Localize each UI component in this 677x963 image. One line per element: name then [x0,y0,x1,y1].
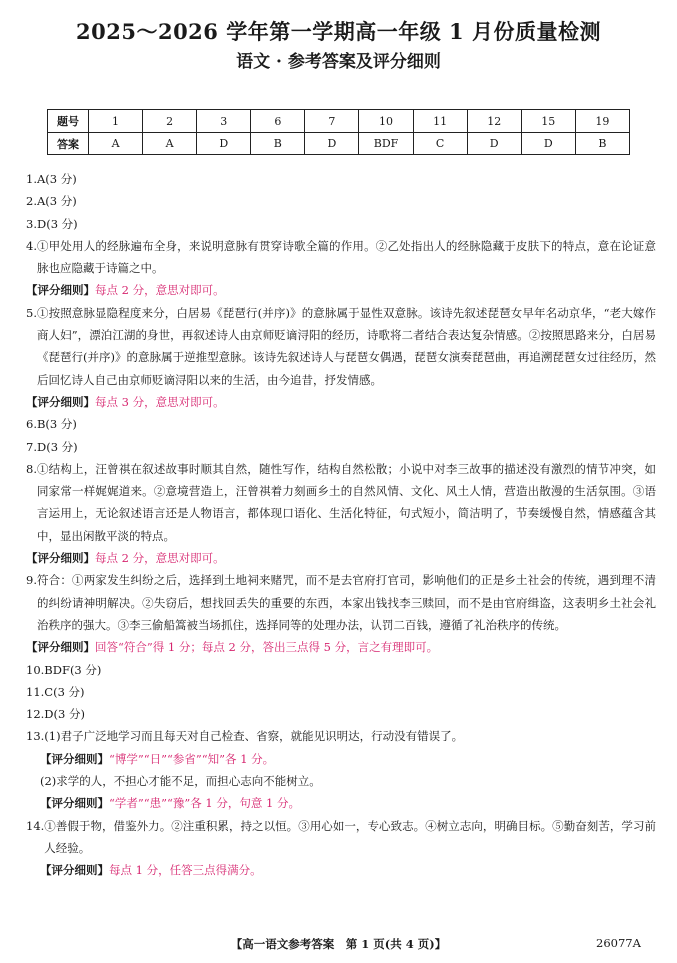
answer-cell: BDF [359,133,413,155]
item-answer: BDF(3 分) [44,662,102,677]
answer-item-9 [26,569,656,636]
item-answer: ①甲处用人的经脉遍布全身，来说明意脉有贯穿诗歌全篇的作用。②乙处指出人的经脉隐藏于皮肤下的特点，意在论证意脉也应隐藏于诗篇之中。 [36,238,656,276]
item-answer: C(3 分) [44,684,85,699]
answer-header: 答案 [48,133,89,155]
scoring-rule-label: 【评分细则】 [26,640,95,655]
scoring-rule-text: “博学”“日”“参省”“知”各 1 分。 [109,751,275,766]
item-answer: (1)君子广泛地学习而且每天对自己检查、省察，就能见识明达，行动没有错误了。 [44,729,464,744]
question-number-cell: 12 [467,110,521,133]
item-number: 8. [26,461,37,476]
answer-item-2 [26,190,656,212]
scoring-rule [26,748,656,770]
question-number-cell: 2 [143,110,197,133]
scoring-rule-text: 每点 3 分，意思对即可。 [95,394,225,409]
scoring-rule-label: 【评分细则】 [40,863,109,878]
answer-cell: A [89,133,143,155]
item-number: 3. [26,216,37,231]
answer-item-7 [26,436,656,458]
scoring-rule [26,636,656,658]
scoring-rule-label: 【评分细则】 [26,283,95,298]
answer-item-1 [26,168,656,190]
scoring-rule [26,391,656,413]
question-number-row [48,110,630,133]
item-number: 13. [26,729,45,744]
answer-item-5 [26,302,656,391]
item-answer: 符合：①两家发生纠纷之后，选择到土地祠来赌咒，而不是去官府打官司，影响他们的正是乡土社会的传统，遇到理不清的纠纷请神明解决。②失窃后，想找回丢失的重要的东西，本家出钱找李三赎回，而不是由官府缉盗，这表明乡土社会礼治秩序的强大。③李三偷船篙被当场抓住，选择同等的处理办法，认罚二百钱，遵循了礼治秩序的传统。 [36,573,656,632]
page-subtitle: 语文 · 参考答案及评分细则 [236,52,441,72]
question-number-cell: 10 [359,110,413,133]
item-number: 4. [26,238,37,253]
item-answer: ①按照意脉显隐程度来分，白居易《琵琶行(并序)》的意脉属于显性双意脉。该诗先叙述琵琶女早年名动京华，“老大嫁作商人妇”，漂泊江湖的身世，再叙述诗人由京师贬谪浔阳的经历，诗歌将二者结合表达复杂情感。②按照思路来分，白居易《琵琶行(并序)》的意脉属于逆推型意脉。该诗先叙述诗人与琵琶女偶遇，琵琶女演奏琵琶曲，再追溯琵琶女过往经历，然后回忆诗人自己由京师贬谪浔阳以来的生活，由今追昔，抒发情感。 [36,305,656,387]
scoring-rule-text: 回答“符合”得 1 分；每点 2 分，答出三点得 5 分，言之有理即可。 [95,640,439,655]
question-number-cell: 15 [521,110,575,133]
item-number: 14. [26,818,45,833]
item-number: 10. [26,662,45,677]
scoring-rule-label: 【评分细则】 [26,394,95,409]
question-number-cell: 1 [89,110,143,133]
page-number: 【高一语文参考答案 第 1 页(共 4 页)】 [230,937,447,951]
answer-cell: D [521,133,575,155]
page-title: 2025～2026 学年第一学期高一年级 1 月份质量检测 [76,19,601,44]
item-answer: D(3 分) [44,707,85,722]
scoring-rule [26,279,656,301]
question-number-cell: 7 [305,110,359,133]
answer-item-3 [26,213,656,235]
answer-table [47,109,630,155]
item-number: 11. [26,684,45,699]
document-code: 26077A [596,936,641,950]
question-number-header: 题号 [48,110,89,133]
answer-item-13 [26,725,656,747]
answer-cell: D [305,133,359,155]
answer-content [26,168,656,882]
scoring-rule [26,547,656,569]
item-number: 5. [26,305,37,320]
scoring-rule-label: 【评分细则】 [40,751,109,766]
item-answer: D(3 分) [36,439,78,454]
answer-cell: D [197,133,251,155]
scoring-rule [26,859,656,881]
question-number-cell: 3 [197,110,251,133]
scoring-rule-text: “学者”“患”“豫”各 1 分，句意 1 分。 [109,796,301,811]
answer-item-6 [26,413,656,435]
answer-item-12 [26,703,656,725]
answer-cell: A [143,133,197,155]
item-answer: B(3 分) [36,417,77,432]
answer-item-11 [26,681,656,703]
answer-subitem: (2)求学的人，不担心才能不足，而担心志向不能树立。 [40,774,321,789]
item-answer: D(3 分) [36,216,78,231]
item-answer: ①善假于物，借鉴外力。②注重积累，持之以恒。③用心如一，专心致志。④树立志向，明确目标。⑤勤奋刻苦，学习前人经验。 [44,818,656,855]
answer-row [48,133,630,155]
answer-item-10 [26,659,656,681]
question-number-cell: 11 [413,110,467,133]
answer-cell: B [251,133,305,155]
scoring-rule-label: 【评分细则】 [26,551,95,566]
item-answer: A(3 分) [36,172,77,186]
scoring-rule-text: 每点 1 分，任答三点得满分。 [109,863,262,878]
item-number: 12. [26,707,45,722]
answer-item-14 [26,815,656,860]
question-number-cell: 19 [575,110,629,133]
item-answer: A(3 分) [36,194,77,209]
item-number: 6. [26,417,37,432]
answer-item-4 [26,235,656,280]
item-number: 2. [26,194,37,209]
scoring-rule-label: 【评分细则】 [40,796,109,811]
scoring-rule [26,792,656,814]
item-number: 1. [26,172,37,186]
question-number-cell: 6 [251,110,305,133]
scoring-rule-text: 每点 2 分，意思对即可。 [95,283,225,298]
item-answer: ①结构上，汪曾祺在叙述故事时顺其自然，随性写作，结构自然松散；小说中对李三故事的描述没有激烈的情节冲突，如同家常一样娓娓道来。②意境营造上，汪曾祺着力刻画乡土的自然风情、文化、风土人情，营造出散漫的生活氛围。③语言运用上，无论叙述语言还是人物语言，都体现口语化、生活化特征，句式短小，简洁明了，节奏缓慢自然，情感蕴含其中，显出闲散平淡的特点。 [36,461,656,543]
item-number: 7. [26,439,37,454]
answer-cell: D [467,133,521,155]
scoring-rule-text: 每点 2 分，意思对即可。 [95,551,225,566]
answer-cell: C [413,133,467,155]
answer-cell: B [575,133,629,155]
item-number: 9. [26,573,37,588]
answer-item-8 [26,458,656,547]
